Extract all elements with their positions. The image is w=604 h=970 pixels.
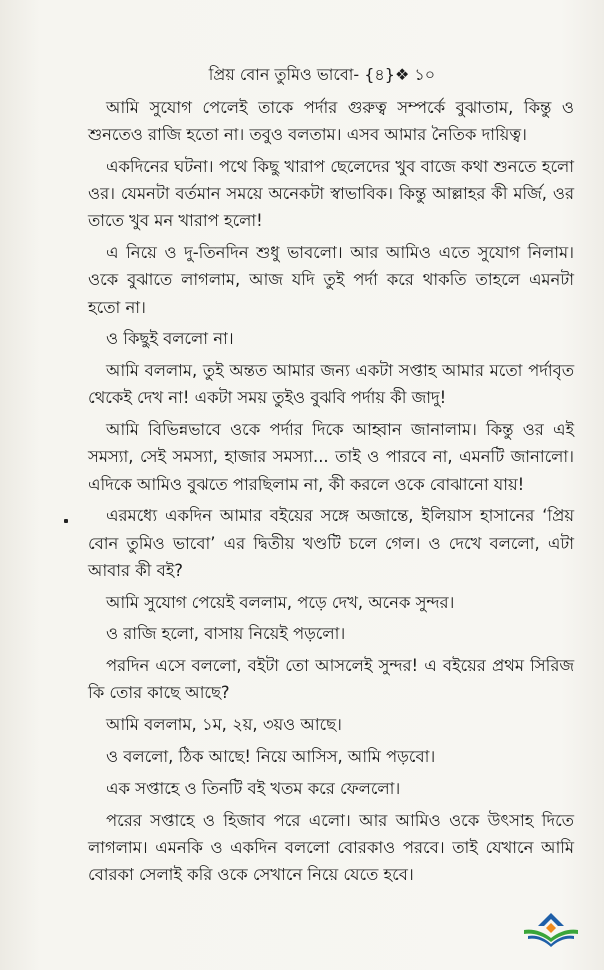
paragraph: এরমধ্যে একদিন আমার বইয়ের সঙ্গে অজান্তে, ইলিয়াস হাসানের ‘প্রিয় বোন তুমিও ভাবো’ এর দ্বিতীয় খণ্ডটি চলে গেল। ও দেখে বললো, এটা আবার কী বই?	[88, 506, 574, 580]
paragraph: আমি সুযোগ পেয়েই বললাম, পড়ে দেখ, অনেক সুন্দর।	[106, 592, 455, 612]
paragraph: আমি সুযোগ পেলেই তাকে পর্দার গুরুত্ব সম্পর্কে বুঝাতাম, কিন্তু ও শুনতেও রাজি হতো না। তবুও বলতাম। এসব আমার নৈতিক দায়িত্ব।	[88, 98, 574, 145]
paragraph: এক সপ্তাহে ও তিনটি বই খতম করে ফেললো।	[106, 778, 401, 798]
paragraph: একদিনের ঘটনা। পথে কিছু খারাপ ছেলেদের খুব বাজে কথা শুনতে হলো ওর। যেমনটা বর্তমান সময়ে অনেকটা স্বাভাবিক। কিন্তু আল্লাহর কী মর্জি, ওর তাতে খুব মন খারাপ হলো!	[88, 157, 574, 231]
paragraph: ও বললো, ঠিক আছে! নিয়ে আসিস, আমি পড়বো।	[106, 747, 436, 766]
paragraph: আমি বললাম, ১ম, ২য়, ৩য়ও আছে।	[106, 715, 342, 735]
paragraph: পরের সপ্তাহে ও হিজাব পরে এলো। আর আমিও ওকে উৎসাহ দিতে লাগলাম। এমনকি ও একদিন বললো বোরকাও পরবে। তাই যেখানে আমি বোরকা সেলাই করি ওকে সেখানে নিয়ে যেতে হবে।	[88, 810, 574, 884]
paragraph: আমি বিভিন্নভাবে ওকে পর্দার দিকে আহ্বান জানালাম। কিন্তু ওর এই সমস্যা, সেই সমস্যা, হাজার সমস্যা... তাই ও পারবে না, এমনটি জানালো। এদিকে আমিও বুঝতে পারছিলাম না, কী করলে ওকে বোঝানো যায়!	[88, 420, 574, 494]
paragraph: এ নিয়ে ও দু-তিনদিন শুধু ভাবলো। আর আমিও এতে সুযোগ নিলাম। ওকে বুঝাতে লাগলাম, আজ যদি তুই পর্দা করে থাকতি তাহলে এমনটা হতো না।	[88, 243, 574, 317]
paragraph: ও রাজি হলো, বাসায় নিয়েই পড়লো।	[106, 624, 346, 644]
paragraph: ও কিছুই বললো না।	[106, 329, 234, 349]
page-header: প্রিয় বোন তুমিও ভাবো- {৪}❖ ১০	[208, 65, 436, 84]
page-body	[88, 94, 574, 893]
paragraph: পরদিন এসে বললো, বইটা তো আসলেই সুন্দর! এ বইয়ের প্রথম সিরিজ কি তোর কাছে আছে?	[88, 656, 574, 703]
paragraph: আমি বললাম, তুই অন্তত আমার জন্য একটা সপ্তাহ আমার মতো পর্দাবৃত থেকেই দেখ না! একটা সময় তুইও বুঝবি পর্দায় কী জাদু!	[88, 361, 574, 408]
margin-mark	[64, 519, 68, 523]
publisher-logo-icon	[520, 910, 582, 948]
